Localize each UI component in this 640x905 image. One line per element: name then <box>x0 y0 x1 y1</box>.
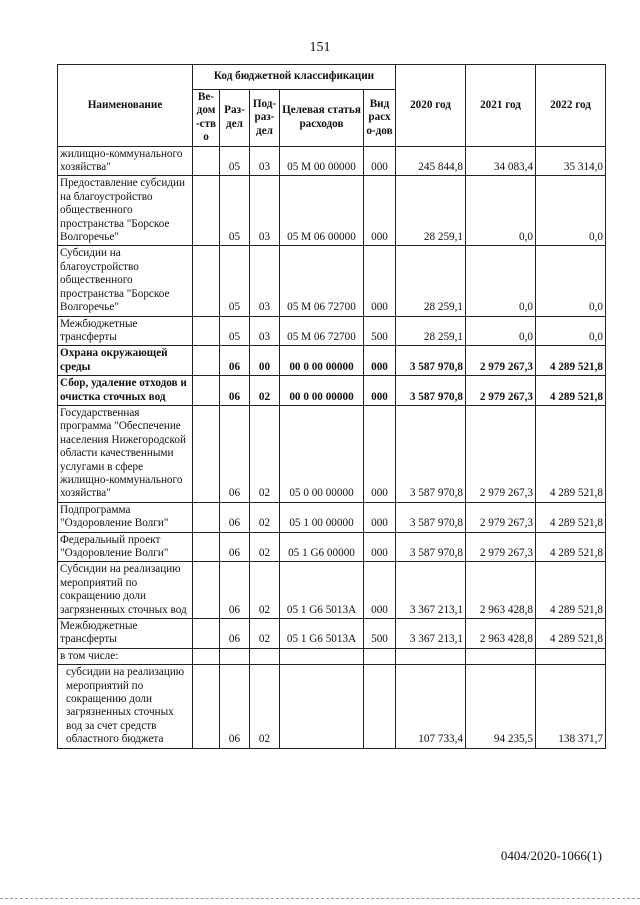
cell-2020: 3 367 213,1 <box>396 562 466 619</box>
cell-razdel: 06 <box>220 665 250 748</box>
cell-name: Охрана окружающей среды <box>58 346 193 376</box>
cell-2021 <box>466 648 536 664</box>
cell-vedomstvo <box>193 146 220 176</box>
cell-vedomstvo <box>193 665 220 748</box>
cell-2022: 4 289 521,8 <box>536 502 606 532</box>
cell-vedomstvo <box>193 316 220 346</box>
cell-name: Федеральный проект "Оздоровление Волги" <box>58 532 193 562</box>
cell-vedomstvo <box>193 502 220 532</box>
cell-2021: 0,0 <box>466 246 536 316</box>
cell-2020: 3 367 213,1 <box>396 619 466 649</box>
cell-vedomstvo <box>193 376 220 406</box>
table-row <box>58 502 606 532</box>
cell-vedomstvo <box>193 346 220 376</box>
cell-2022: 4 289 521,8 <box>536 619 606 649</box>
cell-vid: 000 <box>364 376 396 406</box>
header-2022: 2022 год <box>536 65 606 147</box>
cell-vedomstvo <box>193 562 220 619</box>
cell-podrazdel: 02 <box>250 562 280 619</box>
cell-2022: 4 289 521,8 <box>536 346 606 376</box>
cell-2021: 2 979 267,3 <box>466 405 536 502</box>
cell-vedomstvo <box>193 405 220 502</box>
header-2021: 2021 год <box>466 65 536 147</box>
cell-2021: 2 979 267,3 <box>466 376 536 406</box>
cell-podrazdel: 02 <box>250 619 280 649</box>
table-row <box>58 146 606 176</box>
cell-target: 05 М 06 00000 <box>280 176 364 246</box>
cell-2020: 3 587 970,8 <box>396 376 466 406</box>
cell-podrazdel: 02 <box>250 502 280 532</box>
cell-2020: 28 259,1 <box>396 246 466 316</box>
table-row <box>58 619 606 649</box>
cell-vid: 000 <box>364 146 396 176</box>
cell-target: 05 М 06 72700 <box>280 316 364 346</box>
cell-2020 <box>396 648 466 664</box>
cell-vid: 500 <box>364 619 396 649</box>
cell-name: жилищно-коммунального хозяйства" <box>58 146 193 176</box>
cell-target <box>280 648 364 664</box>
cell-target: 05 М 06 72700 <box>280 246 364 316</box>
header-name: Наименование <box>58 65 193 147</box>
cell-2022: 138 371,7 <box>536 665 606 748</box>
cell-razdel: 06 <box>220 619 250 649</box>
cell-name: Субсидии на благоустройство общественного пространства "Борское Волгоречье" <box>58 246 193 316</box>
cell-2020: 245 844,8 <box>396 146 466 176</box>
page-number: 151 <box>309 40 331 55</box>
cell-vid: 000 <box>364 562 396 619</box>
cell-2021: 0,0 <box>466 176 536 246</box>
cell-podrazdel: 02 <box>250 376 280 406</box>
cell-2020: 3 587 970,8 <box>396 502 466 532</box>
cell-razdel: 06 <box>220 532 250 562</box>
cell-target: 05 0 00 00000 <box>280 405 364 502</box>
cell-vedomstvo <box>193 176 220 246</box>
cell-vid: 000 <box>364 346 396 376</box>
cell-podrazdel: 02 <box>250 532 280 562</box>
cell-vedomstvo <box>193 246 220 316</box>
cell-2022: 35 314,0 <box>536 146 606 176</box>
table-row <box>58 648 606 664</box>
cell-target: 00 0 00 00000 <box>280 346 364 376</box>
cell-target: 05 1 G6 5013A <box>280 619 364 649</box>
cell-vid: 000 <box>364 532 396 562</box>
cell-name: в том числе: <box>58 648 193 664</box>
cell-podrazdel: 02 <box>250 405 280 502</box>
cell-podrazdel <box>250 648 280 664</box>
cell-razdel: 05 <box>220 246 250 316</box>
cell-2021: 2 979 267,3 <box>466 502 536 532</box>
cell-target <box>280 665 364 748</box>
table-row <box>58 376 606 406</box>
table-row <box>58 176 606 246</box>
cell-name: Межбюджетные трансферты <box>58 316 193 346</box>
cell-2021: 94 235,5 <box>466 665 536 748</box>
cell-2021: 2 963 428,8 <box>466 619 536 649</box>
cell-target: 05 1 G6 5013A <box>280 562 364 619</box>
cell-razdel: 06 <box>220 405 250 502</box>
cell-vid: 500 <box>364 316 396 346</box>
cell-2022: 0,0 <box>536 176 606 246</box>
cell-podrazdel: 03 <box>250 176 280 246</box>
cell-vid <box>364 665 396 748</box>
cell-2022: 0,0 <box>536 246 606 316</box>
cell-name: Межбюджетные трансферты <box>58 619 193 649</box>
cell-2020: 28 259,1 <box>396 176 466 246</box>
cell-name: субсидии на реализацию мероприятий по сокращению доли загрязненных сточных вод за счет средств областного бюджета <box>58 665 193 748</box>
cell-podrazdel: 03 <box>250 246 280 316</box>
cell-2021: 2 979 267,3 <box>466 346 536 376</box>
cell-razdel: 06 <box>220 376 250 406</box>
table-row <box>58 316 606 346</box>
cell-razdel: 05 <box>220 316 250 346</box>
cell-2020: 3 587 970,8 <box>396 346 466 376</box>
cell-2021: 2 979 267,3 <box>466 532 536 562</box>
cell-2022: 4 289 521,8 <box>536 562 606 619</box>
table-row <box>58 246 606 316</box>
table-row <box>58 665 606 748</box>
cell-2021: 34 083,4 <box>466 146 536 176</box>
header-razdel: Раз-дел <box>220 90 250 147</box>
cell-2022 <box>536 648 606 664</box>
cell-target: 05 1 G6 00000 <box>280 532 364 562</box>
cell-name: Предоставление субсидии на благоустройство общественного пространства "Борское Волгоречье" <box>58 176 193 246</box>
cell-razdel <box>220 648 250 664</box>
cell-2022: 0,0 <box>536 316 606 346</box>
cell-razdel: 06 <box>220 346 250 376</box>
cell-vedomstvo <box>193 648 220 664</box>
header-target: Целевая статья расходов <box>280 90 364 147</box>
cell-podrazdel: 02 <box>250 665 280 748</box>
cell-2021: 2 963 428,8 <box>466 562 536 619</box>
cell-target: 05 М 00 00000 <box>280 146 364 176</box>
cell-vid: 000 <box>364 405 396 502</box>
table-row <box>58 562 606 619</box>
cell-2020: 3 587 970,8 <box>396 532 466 562</box>
header-2020: 2020 год <box>396 65 466 147</box>
cell-2022: 4 289 521,8 <box>536 376 606 406</box>
cell-vedomstvo <box>193 619 220 649</box>
budget-table <box>57 64 606 749</box>
table-body <box>58 146 606 748</box>
cell-podrazdel: 03 <box>250 146 280 176</box>
cell-razdel: 06 <box>220 502 250 532</box>
cell-2022: 4 289 521,8 <box>536 405 606 502</box>
cell-name: Подпрограмма "Оздоровление Волги" <box>58 502 193 532</box>
table-row <box>58 532 606 562</box>
cell-podrazdel: 00 <box>250 346 280 376</box>
cell-name: Государственная программа "Обеспечение населения Нижегородской области качественными услугами в сфере жилищно-коммунального хозяйства" <box>58 405 193 502</box>
cell-2021: 0,0 <box>466 316 536 346</box>
cell-podrazdel: 03 <box>250 316 280 346</box>
cell-vid: 000 <box>364 176 396 246</box>
cell-vid: 000 <box>364 246 396 316</box>
bottom-divider <box>0 898 640 900</box>
cell-name: Сбор, удаление отходов и очистка сточных вод <box>58 376 193 406</box>
header-vid: Вид расхо-дов <box>364 90 396 147</box>
cell-name: Субсидии на реализацию мероприятий по сокращению доли загрязненных сточных вод <box>58 562 193 619</box>
cell-2020: 28 259,1 <box>396 316 466 346</box>
header-budget-code: Код бюджетной классификации <box>193 65 396 90</box>
cell-vedomstvo <box>193 532 220 562</box>
cell-vid <box>364 648 396 664</box>
cell-2020: 3 587 970,8 <box>396 405 466 502</box>
table-row <box>58 346 606 376</box>
cell-target: 00 0 00 00000 <box>280 376 364 406</box>
cell-razdel: 06 <box>220 562 250 619</box>
cell-2020: 107 733,4 <box>396 665 466 748</box>
document-code: 0404/2020-1066(1) <box>500 848 602 863</box>
cell-target: 05 1 00 00000 <box>280 502 364 532</box>
table-row <box>58 405 606 502</box>
header-podrazdel: Под-раз-дел <box>250 90 280 147</box>
cell-razdel: 05 <box>220 176 250 246</box>
cell-2022: 4 289 521,8 <box>536 532 606 562</box>
cell-vid: 000 <box>364 502 396 532</box>
header-vedomstvo: Ве-дом-ство <box>193 90 220 147</box>
cell-razdel: 05 <box>220 146 250 176</box>
